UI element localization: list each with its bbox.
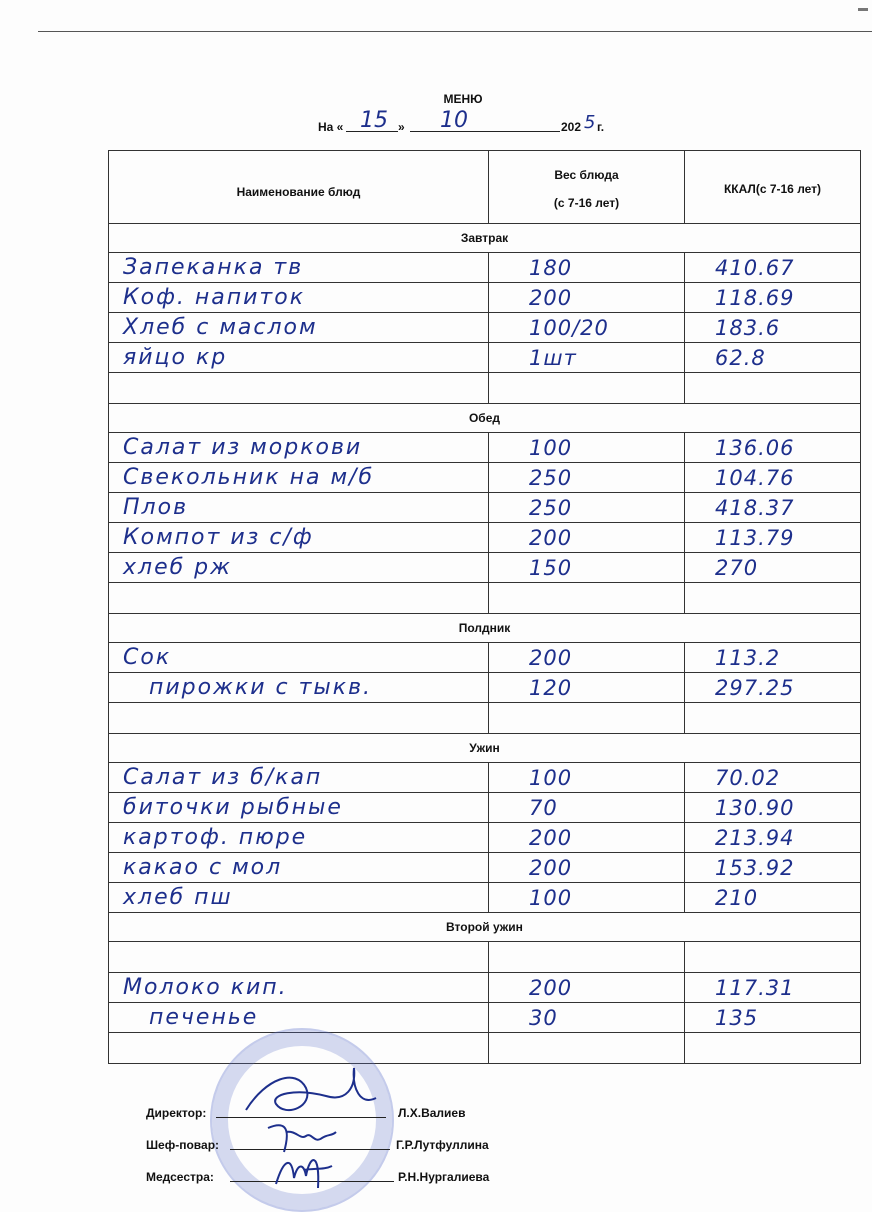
section-title-second-dinner: Второй ужин [109,913,861,942]
menu-table [108,150,861,1064]
header-weight-label: Вес блюда [554,167,619,182]
signature-name: Г.Р.Лутфуллина [396,1138,489,1152]
dish-kcal: 297.25 [685,673,861,703]
table-row [109,673,861,703]
dish-weight: 200 [489,853,685,883]
signature-name: Л.Х.Валиев [398,1106,466,1120]
dish-kcal: 104.76 [685,463,861,493]
dish-kcal: 135 [685,1003,861,1033]
table-row [109,643,861,673]
dish-weight: 200 [489,973,685,1003]
empty-row [109,583,861,614]
scan-edge-line [38,31,872,32]
table-row [109,973,861,1003]
dish-kcal: 213.94 [685,823,861,853]
dish-kcal: 418.37 [685,493,861,523]
year-prefix: 202 [561,120,582,134]
dish-weight: 70 [489,793,685,823]
dish-weight: 100 [489,433,685,463]
dish-weight: 1шт [489,343,685,373]
signature-row-nurse [146,1164,566,1184]
dish-kcal: 153.92 [685,853,861,883]
dish-weight: 200 [489,523,685,553]
year-suffix: г. [597,120,605,134]
table-row [109,253,861,283]
table-row [109,553,861,583]
signature-role: Директор: [146,1106,207,1120]
empty-row [109,942,861,973]
section-title-dinner: Ужин [109,734,861,763]
dish-weight: 100 [489,763,685,793]
table-row [109,523,861,553]
dish-kcal: 183.6 [685,313,861,343]
dish-kcal: 136.06 [685,433,861,463]
table-row [109,493,861,523]
section-row [109,224,861,253]
dish-name: Хлеб с маслом [109,313,489,343]
dish-weight: 180 [489,253,685,283]
scan-mark [858,8,868,11]
section-row [109,614,861,643]
date-line [318,110,648,138]
dish-name: какао с мол [109,853,489,883]
document-title: МЕНЮ [443,92,483,106]
dish-name: картоф. пюре [109,823,489,853]
dish-kcal: 113.2 [685,643,861,673]
month-underline [410,131,560,132]
dish-kcal: 70.02 [685,763,861,793]
dish-name: яйцо кр [109,343,489,373]
section-row [109,404,861,433]
header-weight [489,151,685,224]
section-row [109,734,861,763]
header-weight-age: (с 7-16 лет) [553,195,620,210]
signature-role: Шеф-повар: [146,1138,220,1152]
dish-name: пирожки с тыкв. [109,673,489,703]
dish-name: Коф. напиток [109,283,489,313]
header-kcal: ККАЛ(с 7-16 лет) [685,151,861,224]
dish-name: биточки рыбные [109,793,489,823]
nurse-signature [268,1148,338,1194]
dish-weight: 250 [489,493,685,523]
signature-row-chef [146,1132,566,1152]
dish-name: Плов [109,493,489,523]
dish-weight: 30 [489,1003,685,1033]
table-row [109,283,861,313]
dish-weight: 200 [489,823,685,853]
dish-name: Салат из моркови [109,433,489,463]
dish-weight: 100 [489,883,685,913]
section-title-lunch: Обед [109,404,861,433]
date-prefix: На « [318,120,344,134]
table-row [109,793,861,823]
dish-name: хлеб рж [109,553,489,583]
table-row [109,853,861,883]
empty-row [109,1033,861,1064]
table-row [109,313,861,343]
table-row [109,463,861,493]
dish-kcal: 130.90 [685,793,861,823]
table-row [109,343,861,373]
dish-kcal: 210 [685,883,861,913]
signature-role: Медсестра: [146,1170,214,1184]
empty-row [109,703,861,734]
section-title-breakfast: Завтрак [109,224,861,253]
table-row [109,823,861,853]
dish-name: печенье [109,1003,489,1033]
signature-name: Р.Н.Нургалиева [398,1170,490,1184]
dish-kcal: 118.69 [685,283,861,313]
dish-kcal: 117.31 [685,973,861,1003]
dish-kcal: 410.67 [685,253,861,283]
dish-weight: 200 [489,283,685,313]
dish-name: Свекольник на м/б [109,463,489,493]
table-row [109,433,861,463]
header-dish-name: Наименование блюд [109,151,489,224]
dish-kcal: 62.8 [685,343,861,373]
empty-row [109,373,861,404]
dish-name: Сок [109,643,489,673]
date-mid: » [398,120,405,134]
dish-name: хлеб пш [109,883,489,913]
dish-kcal: 113.79 [685,523,861,553]
dish-name: Запеканка тв [109,253,489,283]
dish-weight: 100/20 [489,313,685,343]
table-row [109,763,861,793]
month-handwritten: 10 [440,108,468,133]
dish-name: Салат из б/кап [109,763,489,793]
table-row [109,883,861,913]
dish-weight: 250 [489,463,685,493]
section-row [109,913,861,942]
dish-weight: 200 [489,643,685,673]
dish-name: Молоко кип. [109,973,489,1003]
year-digit-handwritten: 5 [584,112,596,133]
dish-weight: 150 [489,553,685,583]
table-row [109,1003,861,1033]
day-handwritten: 15 [360,108,388,133]
dish-name: Компот из с/ф [109,523,489,553]
table-header-row [109,151,861,224]
dish-kcal: 270 [685,553,861,583]
section-title-snack: Полдник [109,614,861,643]
dish-weight: 120 [489,673,685,703]
